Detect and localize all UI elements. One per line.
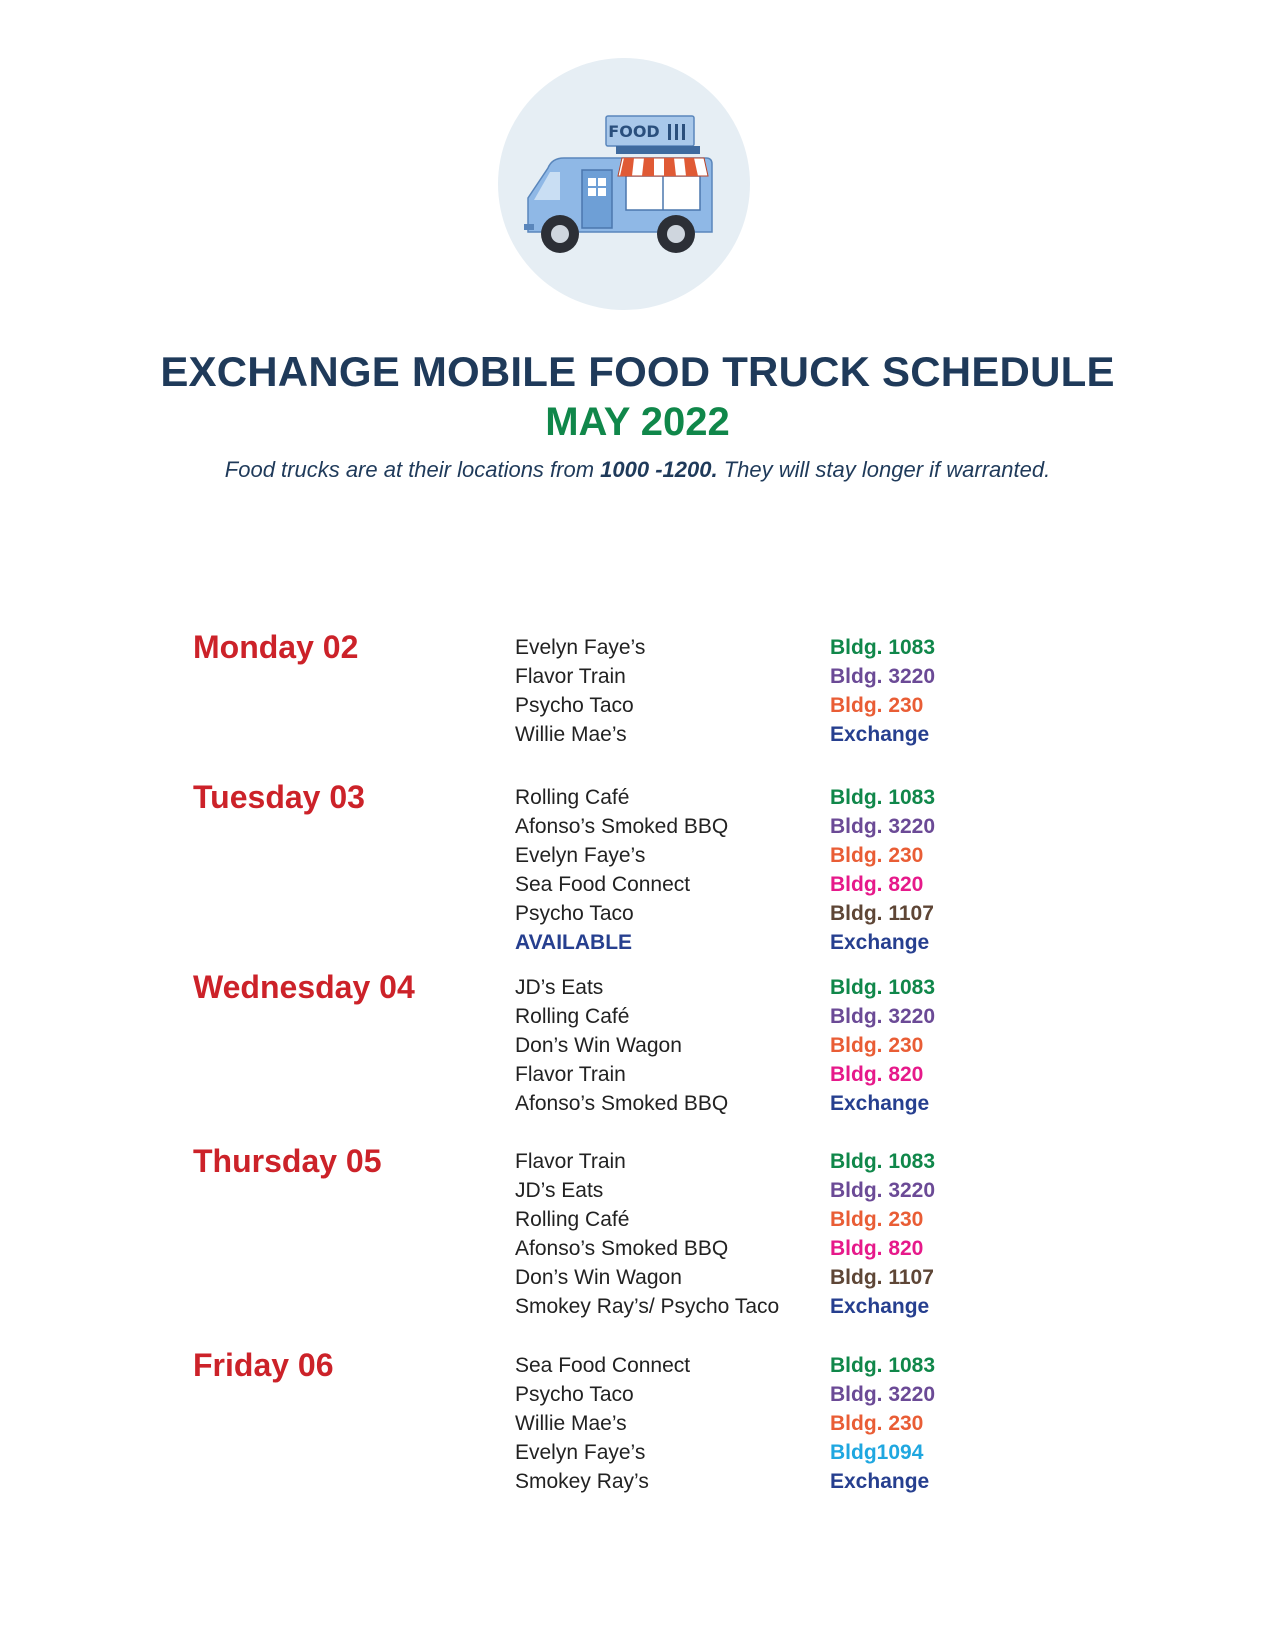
schedule-row — [0, 633, 1275, 662]
location: Bldg. 820 — [830, 873, 924, 896]
schedule-row — [0, 662, 1275, 691]
location: Bldg. 1107 — [830, 902, 934, 925]
location: Bldg. 3220 — [830, 665, 936, 688]
schedule-row — [0, 841, 1275, 870]
day-label: Friday 06 — [193, 1347, 334, 1383]
vendor-name: Psycho Taco — [515, 902, 634, 925]
schedule-row — [0, 1234, 1275, 1263]
location: Bldg. 1083 — [830, 786, 936, 809]
vendor-name: Evelyn Faye’s — [515, 1441, 646, 1464]
schedule-row — [0, 1292, 1275, 1321]
location: Bldg. 230 — [830, 1208, 924, 1231]
location: Exchange — [830, 1470, 930, 1493]
schedule-row — [0, 870, 1275, 899]
location: Bldg. 820 — [830, 1063, 924, 1086]
schedule-row — [0, 899, 1275, 928]
schedule-row — [0, 1002, 1275, 1031]
schedule-row — [0, 720, 1275, 749]
vendor-name: Afonso’s Smoked BBQ — [515, 815, 729, 838]
vendor-name: Flavor Train — [515, 665, 626, 688]
schedule-row — [0, 1263, 1275, 1292]
location: Bldg. 1083 — [830, 636, 936, 659]
schedule-row — [0, 928, 1275, 957]
location: Bldg. 3220 — [830, 1383, 936, 1406]
vendor-name: Evelyn Faye’s — [515, 636, 646, 659]
schedule-row — [0, 1467, 1275, 1496]
tagline-post: They will stay longer if warranted. — [723, 457, 1051, 482]
day-label: Wednesday 04 — [193, 969, 415, 1005]
schedule-row — [0, 1060, 1275, 1089]
vendor-name: Afonso’s Smoked BBQ — [515, 1092, 729, 1115]
vendor-name: Don’s Win Wagon — [515, 1266, 682, 1289]
location: Bldg. 230 — [830, 694, 924, 717]
schedule-row — [0, 783, 1275, 812]
vendor-name: AVAILABLE — [515, 931, 633, 954]
location: Bldg. 820 — [830, 1237, 924, 1260]
schedule-row — [0, 1176, 1275, 1205]
location: Exchange — [830, 1295, 930, 1318]
vendor-name: Rolling Café — [515, 1208, 630, 1231]
location: Bldg. 230 — [830, 1034, 924, 1057]
tagline-pre: Food trucks are at their locations from — [224, 457, 595, 482]
schedule-row — [0, 812, 1275, 841]
schedule-row — [0, 1205, 1275, 1234]
schedule-row — [0, 1147, 1275, 1176]
day-label: Thursday 05 — [193, 1143, 382, 1179]
tagline — [0, 457, 1275, 483]
vendor-name: Evelyn Faye’s — [515, 844, 646, 867]
location: Exchange — [830, 723, 930, 746]
location: Bldg. 1083 — [830, 1354, 936, 1377]
vendor-name: Smokey Ray’s/ Psycho Taco — [515, 1295, 780, 1318]
sign-text: FOOD — [608, 122, 660, 141]
vendor-name: Willie Mae’s — [515, 1412, 627, 1435]
vendor-name: Sea Food Connect — [515, 1354, 691, 1377]
vendor-name: Afonso’s Smoked BBQ — [515, 1237, 729, 1260]
schedule-row — [0, 1409, 1275, 1438]
location: Bldg. 3220 — [830, 815, 936, 838]
schedule-row — [0, 1089, 1275, 1118]
schedule-row — [0, 1351, 1275, 1380]
tagline-time: 1000 -1200. — [600, 457, 718, 482]
vendor-name: JD’s Eats — [515, 1179, 604, 1202]
vendor-name: JD’s Eats — [515, 976, 604, 999]
location: Bldg. 230 — [830, 844, 924, 867]
location: Exchange — [830, 931, 930, 954]
day-label: Monday 02 — [193, 629, 359, 665]
vendor-name: Willie Mae’s — [515, 723, 627, 746]
location: Exchange — [830, 1092, 930, 1115]
location: Bldg. 1083 — [830, 1150, 936, 1173]
food-truck-icon — [498, 58, 750, 310]
vendor-name: Don’s Win Wagon — [515, 1034, 682, 1057]
location: Bldg. 230 — [830, 1412, 924, 1435]
vendor-name: Rolling Café — [515, 786, 630, 809]
vendor-name: Psycho Taco — [515, 1383, 634, 1406]
location: Bldg. 1107 — [830, 1266, 934, 1289]
schedule-row — [0, 1380, 1275, 1409]
food-truck-logo — [498, 58, 750, 310]
vendor-name: Flavor Train — [515, 1150, 626, 1173]
vendor-name: Psycho Taco — [515, 694, 634, 717]
schedule-row — [0, 691, 1275, 720]
location: Bldg. 3220 — [830, 1179, 936, 1202]
vendor-name: Smokey Ray’s — [515, 1470, 649, 1493]
day-label: Tuesday 03 — [193, 779, 365, 815]
location: Bldg1094 — [830, 1441, 924, 1464]
vendor-name: Rolling Café — [515, 1005, 630, 1028]
month-title: MAY 2022 — [545, 400, 730, 444]
schedule-row — [0, 1438, 1275, 1467]
location: Bldg. 3220 — [830, 1005, 936, 1028]
schedule-row — [0, 1031, 1275, 1060]
schedule-row — [0, 973, 1275, 1002]
location: Bldg. 1083 — [830, 976, 936, 999]
vendor-name: Flavor Train — [515, 1063, 626, 1086]
vendor-name: Sea Food Connect — [515, 873, 691, 896]
page-title: EXCHANGE MOBILE FOOD TRUCK SCHEDULE — [160, 348, 1115, 395]
